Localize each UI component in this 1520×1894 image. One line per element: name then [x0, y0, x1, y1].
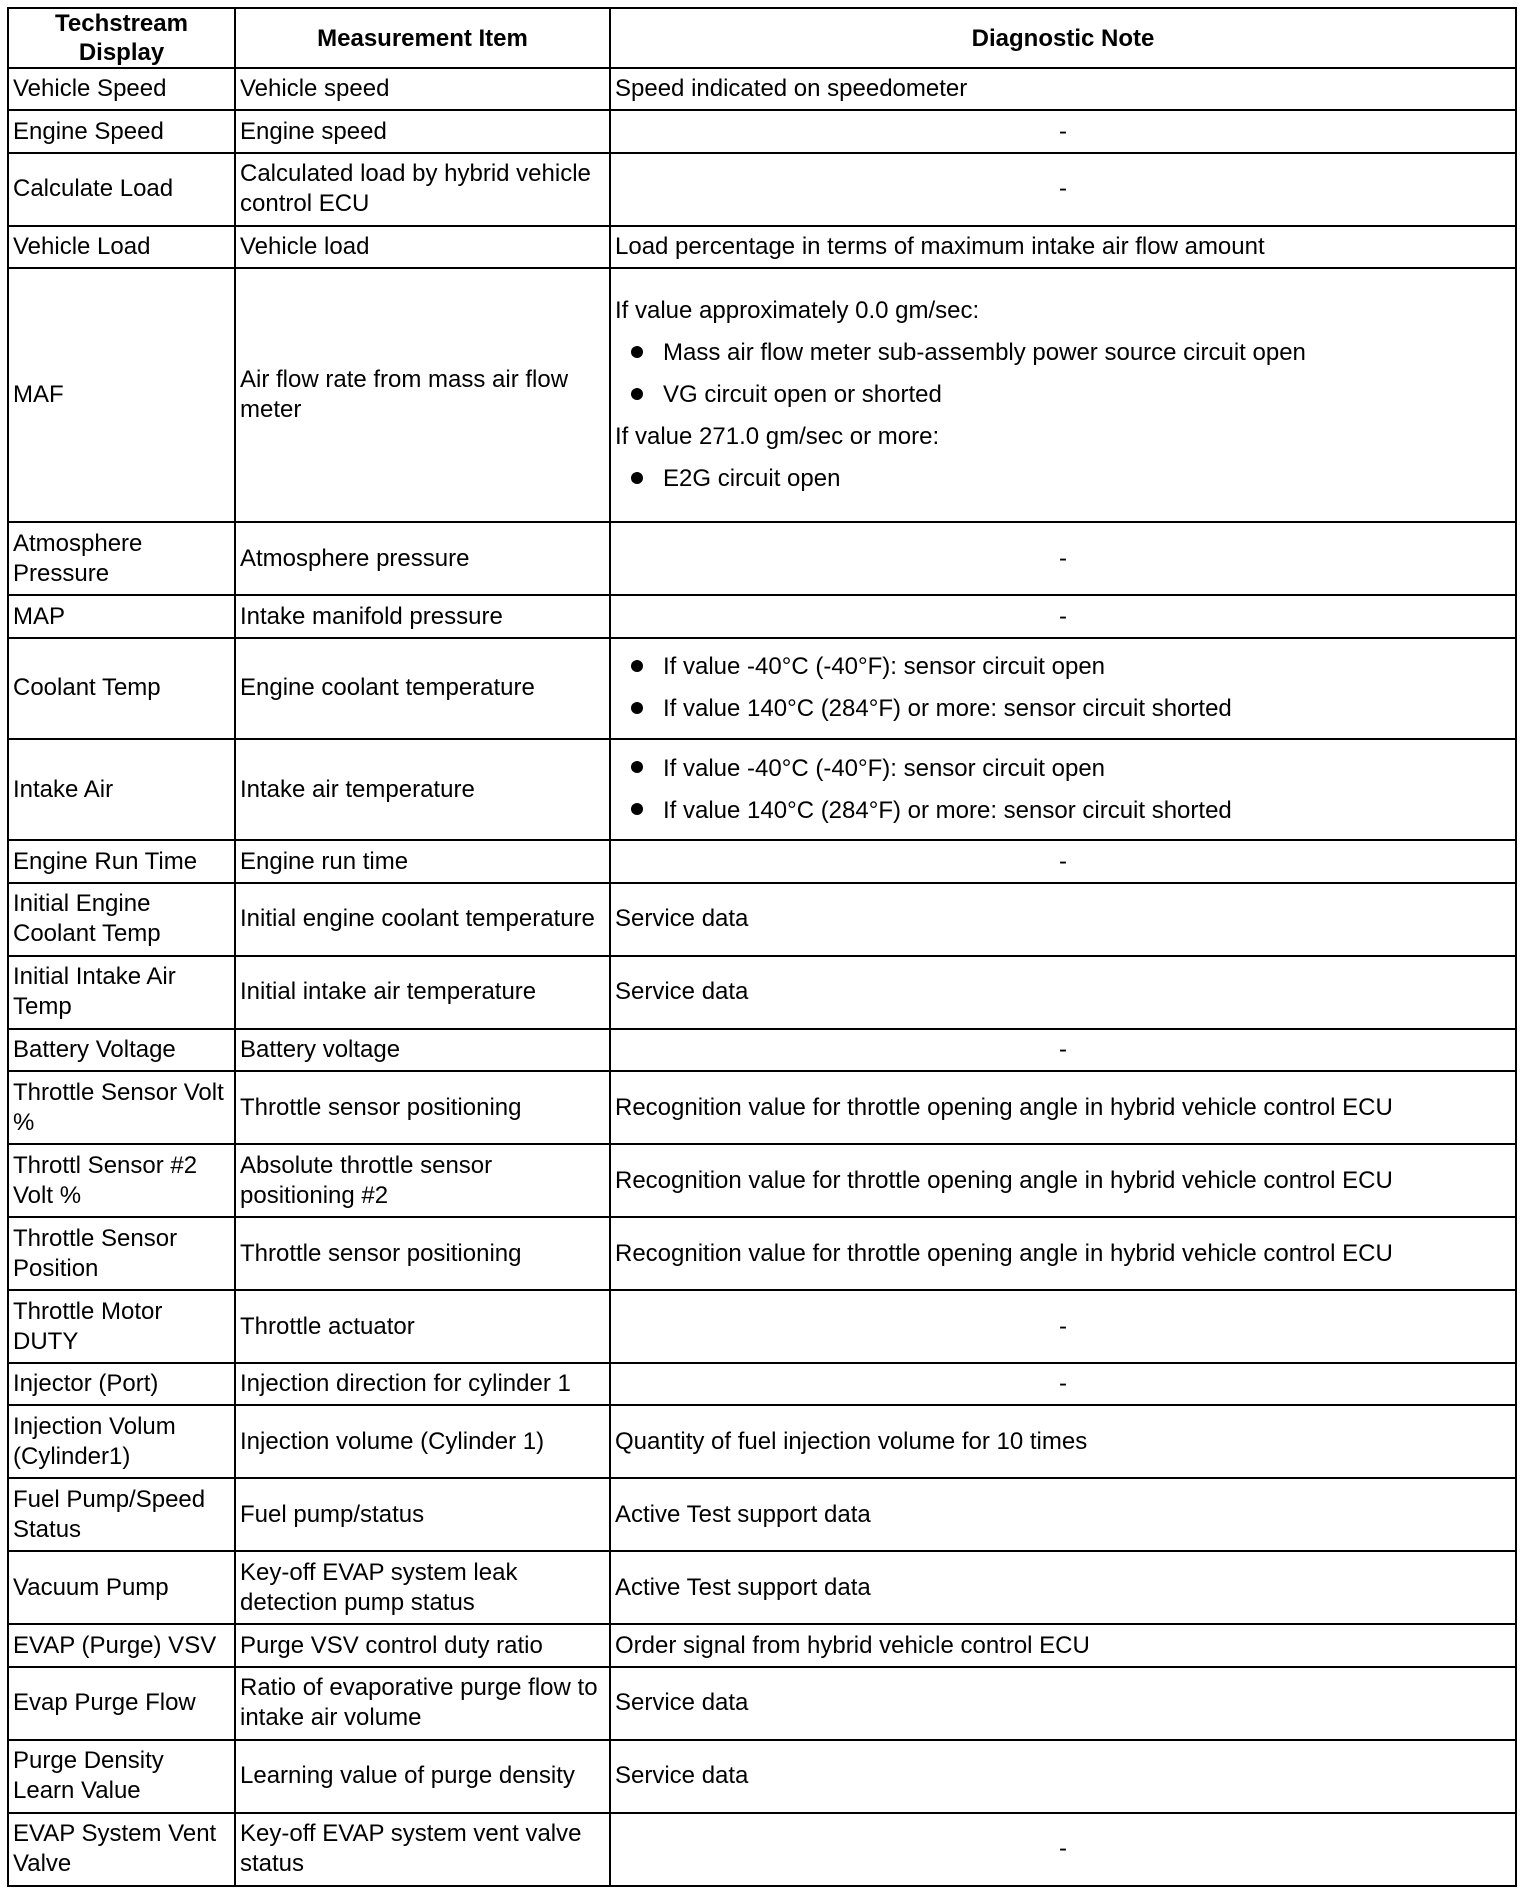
cell-techstream-display: Intake Air [8, 739, 235, 840]
cell-measurement-item: Initial intake air temperature [235, 956, 610, 1029]
note-text: If value 140°C (284°F) or more: sensor circuit shorted [663, 695, 1232, 723]
cell-techstream-display: MAF [8, 268, 235, 522]
cell-techstream-display: Battery Voltage [8, 1029, 235, 1071]
cell-techstream-display: Engine Run Time [8, 840, 235, 882]
note-bullet-item [615, 646, 1511, 688]
cell-techstream-display: Fuel Pump/Speed Status [8, 1478, 235, 1551]
cell-diagnostic-note [610, 1667, 1516, 1740]
cell-diagnostic-note: - [610, 1813, 1516, 1886]
table-row [8, 226, 1516, 268]
cell-techstream-display: Evap Purge Flow [8, 1667, 235, 1740]
note-text: Quantity of fuel injection volume for 10 times [615, 1427, 1088, 1455]
note-text: Speed indicated on speedometer [615, 75, 968, 103]
note-line [615, 1500, 1511, 1530]
cell-measurement-item: Injection direction for cylinder 1 [235, 1363, 610, 1405]
note-line [615, 416, 1511, 458]
table-row [8, 638, 1516, 739]
cell-techstream-display: Atmosphere Pressure [8, 522, 235, 595]
note-text: Recognition value for throttle opening angle in hybrid vehicle control ECU [615, 1093, 1393, 1121]
table-body [8, 68, 1516, 1886]
note-bullet-item [615, 374, 1511, 416]
table-row [8, 1740, 1516, 1813]
note-text: Service data [615, 905, 749, 933]
note-text: Load percentage in terms of maximum intake air flow amount [615, 232, 1265, 260]
cell-techstream-display: Coolant Temp [8, 638, 235, 739]
cell-measurement-item: Purge VSV control duty ratio [235, 1624, 610, 1666]
note-line [615, 290, 1511, 332]
table-row [8, 1071, 1516, 1144]
table-row [8, 1405, 1516, 1478]
cell-measurement-item: Intake air temperature [235, 739, 610, 840]
table-row [8, 1144, 1516, 1217]
cell-measurement-item: Throttle sensor positioning [235, 1071, 610, 1144]
cell-diagnostic-note: - [610, 840, 1516, 882]
cell-diagnostic-note [610, 956, 1516, 1029]
cell-diagnostic-note [610, 1144, 1516, 1217]
cell-diagnostic-note [610, 1740, 1516, 1813]
note-text: VG circuit open or shorted [663, 381, 942, 409]
note-text: Active Test support data [615, 1500, 871, 1528]
note-text: Service data [615, 978, 749, 1006]
cell-measurement-item: Air flow rate from mass air flow meter [235, 268, 610, 522]
cell-measurement-item: Initial engine coolant temperature [235, 883, 610, 956]
cell-diagnostic-note: - [610, 522, 1516, 595]
note-bullet-item [615, 790, 1511, 832]
cell-measurement-item: Calculated load by hybrid vehicle control ECU [235, 153, 610, 226]
cell-diagnostic-note [610, 638, 1516, 739]
note-line [615, 1688, 1511, 1718]
header-techstream-display: Techstream Display [8, 8, 235, 68]
note-text: Order signal from hybrid vehicle control ECU [615, 1631, 1090, 1659]
cell-techstream-display: Injection Volum (Cylinder1) [8, 1405, 235, 1478]
cell-diagnostic-note [610, 1624, 1516, 1666]
note-text: Service data [615, 1762, 749, 1790]
cell-measurement-item: Engine run time [235, 840, 610, 882]
cell-diagnostic-note: - [610, 595, 1516, 637]
table-row [8, 1217, 1516, 1290]
cell-techstream-display: Vehicle Speed [8, 68, 235, 110]
note-bullet-item [615, 688, 1511, 730]
header-measurement-item: Measurement Item [235, 8, 610, 68]
note-text: If value approximately 0.0 gm/sec: [615, 297, 980, 325]
cell-measurement-item: Atmosphere pressure [235, 522, 610, 595]
table-row [8, 840, 1516, 882]
cell-measurement-item: Key-off EVAP system vent valve status [235, 1813, 610, 1886]
table-row [8, 1813, 1516, 1886]
cell-measurement-item: Engine speed [235, 110, 610, 152]
cell-measurement-item: Injection volume (Cylinder 1) [235, 1405, 610, 1478]
table-row [8, 1029, 1516, 1071]
cell-techstream-display: Injector (Port) [8, 1363, 235, 1405]
cell-measurement-item: Throttle sensor positioning [235, 1217, 610, 1290]
note-line [615, 1239, 1511, 1269]
cell-diagnostic-note: - [610, 1363, 1516, 1405]
table-row [8, 1624, 1516, 1666]
cell-diagnostic-note: - [610, 1029, 1516, 1071]
cell-measurement-item: Vehicle load [235, 226, 610, 268]
cell-diagnostic-note: - [610, 153, 1516, 226]
table-header-row [8, 8, 1516, 68]
table-row [8, 739, 1516, 840]
data-list-table [7, 7, 1517, 1887]
note-line [615, 1631, 1511, 1661]
table-row [8, 1363, 1516, 1405]
note-bullet-item [615, 458, 1511, 500]
cell-diagnostic-note [610, 1405, 1516, 1478]
cell-techstream-display: Throttle Sensor Volt % [8, 1071, 235, 1144]
cell-measurement-item: Key-off EVAP system leak detection pump status [235, 1551, 610, 1624]
cell-diagnostic-note: - [610, 110, 1516, 152]
cell-techstream-display: Purge Density Learn Value [8, 1740, 235, 1813]
cell-techstream-display: Engine Speed [8, 110, 235, 152]
cell-measurement-item: Learning value of purge density [235, 1740, 610, 1813]
note-line [615, 1573, 1511, 1603]
note-text: E2G circuit open [663, 465, 841, 493]
note-line [615, 232, 1511, 262]
note-line [615, 1166, 1511, 1196]
note-line [615, 904, 1511, 934]
note-text: If value 271.0 gm/sec or more: [615, 423, 940, 451]
note-text: If value -40°C (-40°F): sensor circuit open [663, 754, 1106, 782]
table-row [8, 522, 1516, 595]
note-text: Service data [615, 1689, 749, 1717]
table-row [8, 268, 1516, 522]
note-text: Active Test support data [615, 1573, 871, 1601]
note-bullet-item [615, 748, 1511, 790]
header-diagnostic-note: Diagnostic Note [610, 8, 1516, 68]
note-bullet-item [615, 332, 1511, 374]
cell-techstream-display: MAP [8, 595, 235, 637]
cell-techstream-display: Initial Engine Coolant Temp [8, 883, 235, 956]
cell-techstream-display: Throttl Sensor #2 Volt % [8, 1144, 235, 1217]
cell-techstream-display: Throttle Sensor Position [8, 1217, 235, 1290]
cell-techstream-display: Vehicle Load [8, 226, 235, 268]
cell-diagnostic-note [610, 226, 1516, 268]
cell-measurement-item: Throttle actuator [235, 1290, 610, 1363]
table-row [8, 883, 1516, 956]
note-text: Mass air flow meter sub-assembly power source circuit open [663, 339, 1306, 367]
cell-measurement-item: Ratio of evaporative purge flow to intake air volume [235, 1667, 610, 1740]
table-row [8, 595, 1516, 637]
cell-measurement-item: Absolute throttle sensor positioning #2 [235, 1144, 610, 1217]
table-row [8, 110, 1516, 152]
note-line [615, 1761, 1511, 1791]
cell-diagnostic-note: - [610, 1290, 1516, 1363]
cell-diagnostic-note [610, 739, 1516, 840]
cell-diagnostic-note [610, 268, 1516, 522]
table-row [8, 1290, 1516, 1363]
cell-diagnostic-note [610, 1478, 1516, 1551]
cell-measurement-item: Vehicle speed [235, 68, 610, 110]
cell-techstream-display: Throttle Motor DUTY [8, 1290, 235, 1363]
note-text: If value -40°C (-40°F): sensor circuit open [663, 653, 1106, 681]
cell-diagnostic-note [610, 1551, 1516, 1624]
cell-measurement-item: Fuel pump/status [235, 1478, 610, 1551]
note-line [615, 1427, 1511, 1457]
cell-measurement-item: Intake manifold pressure [235, 595, 610, 637]
cell-diagnostic-note [610, 68, 1516, 110]
table-row [8, 153, 1516, 226]
note-line [615, 977, 1511, 1007]
note-text: Recognition value for throttle opening angle in hybrid vehicle control ECU [615, 1239, 1393, 1267]
cell-diagnostic-note [610, 1217, 1516, 1290]
note-line [615, 1093, 1511, 1123]
note-line [615, 74, 1511, 104]
table-row [8, 1551, 1516, 1624]
cell-diagnostic-note [610, 883, 1516, 956]
table-row [8, 1478, 1516, 1551]
cell-techstream-display: Initial Intake Air Temp [8, 956, 235, 1029]
cell-techstream-display: EVAP (Purge) VSV [8, 1624, 235, 1666]
cell-measurement-item: Engine coolant temperature [235, 638, 610, 739]
table-row [8, 956, 1516, 1029]
cell-measurement-item: Battery voltage [235, 1029, 610, 1071]
cell-techstream-display: Vacuum Pump [8, 1551, 235, 1624]
table-row [8, 68, 1516, 110]
cell-techstream-display: EVAP System Vent Valve [8, 1813, 235, 1886]
cell-techstream-display: Calculate Load [8, 153, 235, 226]
note-text: If value 140°C (284°F) or more: sensor circuit shorted [663, 796, 1232, 824]
note-text: Recognition value for throttle opening angle in hybrid vehicle control ECU [615, 1166, 1393, 1194]
table-row [8, 1667, 1516, 1740]
cell-diagnostic-note [610, 1071, 1516, 1144]
